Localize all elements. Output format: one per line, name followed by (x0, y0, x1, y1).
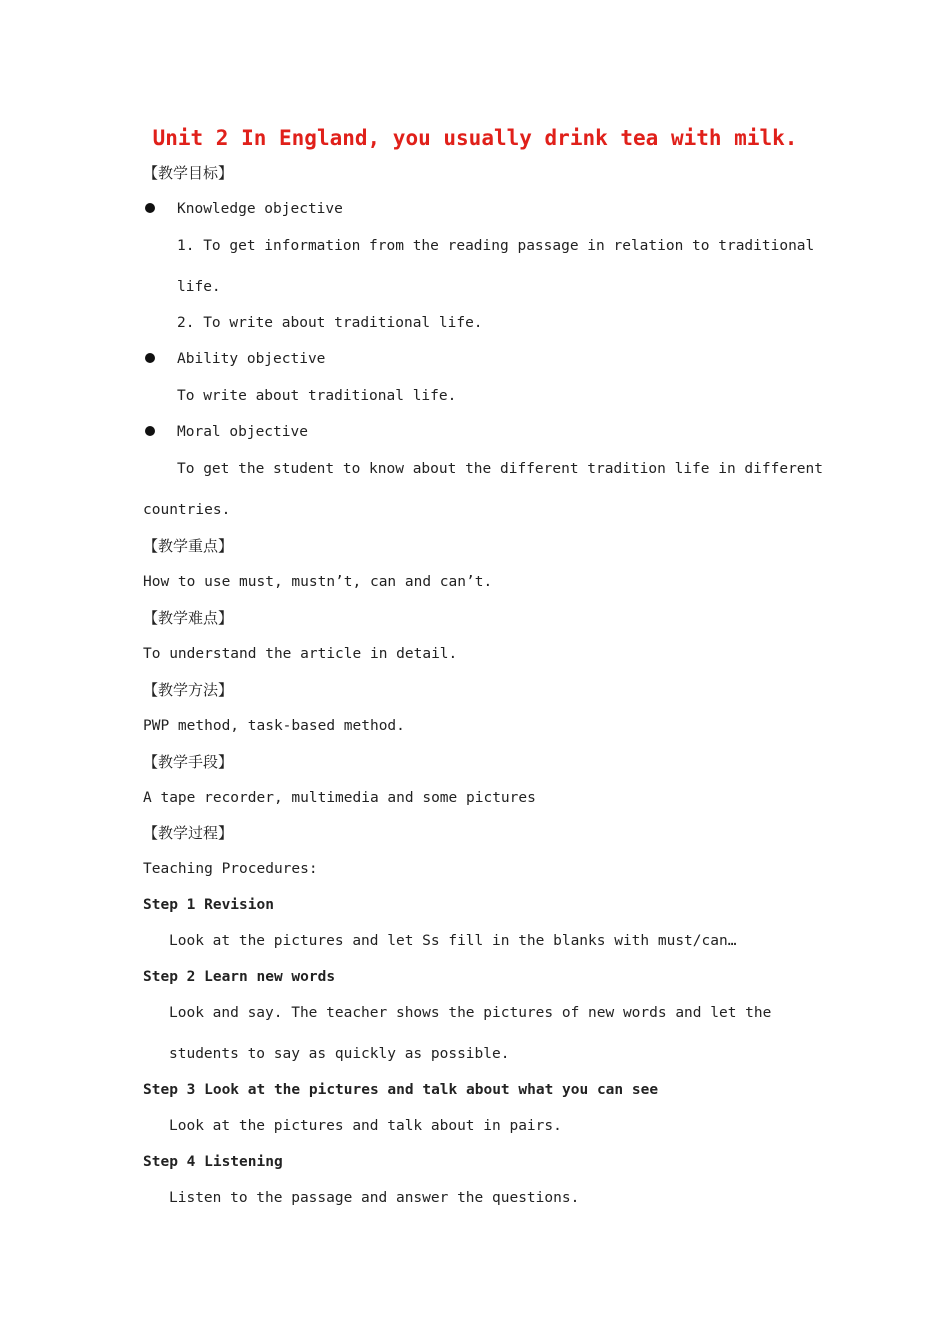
knowledge-item-1: 1. To get information from the reading passage in relation to traditional (177, 238, 815, 254)
ability-objective-label: Ability objective (177, 351, 326, 367)
methods-text: PWP method, task-based method. (143, 718, 405, 734)
knowledge-item-1-cont: life. (177, 279, 221, 295)
step-3-text: Look at the pictures and talk about in pairs. (169, 1118, 562, 1134)
ability-objective-text: To write about traditional life. (177, 388, 457, 404)
step-3-title: Step 3 Look at the pictures and talk about what you can see (143, 1082, 659, 1098)
step-2-text-cont: students to say as quickly as possible. (169, 1046, 510, 1062)
objectives-heading: 【教学目标】 (143, 164, 234, 182)
methods-heading: 【教学方法】 (143, 681, 234, 699)
key-points-text: How to use must, mustn’t, can and can’t. (143, 574, 493, 590)
document-title: Unit 2 In England, you usually drink tea with milk. (152, 126, 798, 150)
moral-objective-text: To get the student to know about the different tradition life in different (177, 461, 824, 477)
knowledge-item-2: 2. To write about traditional life. (177, 315, 483, 331)
means-text: A tape recorder, multimedia and some pictures (143, 790, 536, 806)
step-2-title: Step 2 Learn new words (143, 969, 336, 985)
step-4-text: Listen to the passage and answer the questions. (169, 1190, 580, 1206)
step-1-text: Look at the pictures and let Ss fill in the blanks with must/can… (169, 933, 737, 949)
knowledge-objective-label: Knowledge objective (177, 201, 343, 217)
means-heading: 【教学手段】 (143, 753, 234, 771)
procedures-label: Teaching Procedures: (143, 861, 318, 877)
moral-objective-label: Moral objective (177, 424, 308, 440)
key-points-heading: 【教学重点】 (143, 537, 234, 555)
process-heading: 【教学过程】 (143, 824, 234, 842)
step-2-text: Look and say. The teacher shows the pictures of new words and let the (169, 1005, 772, 1021)
step-1-title: Step 1 Revision (143, 897, 274, 913)
bullet-icon (145, 426, 155, 436)
step-4-title: Step 4 Listening (143, 1154, 283, 1170)
moral-objective-text-cont: countries. (143, 502, 231, 518)
bullet-icon (145, 353, 155, 363)
difficulties-text: To understand the article in detail. (143, 646, 458, 662)
bullet-icon (145, 203, 155, 213)
difficulties-heading: 【教学难点】 (143, 609, 234, 627)
